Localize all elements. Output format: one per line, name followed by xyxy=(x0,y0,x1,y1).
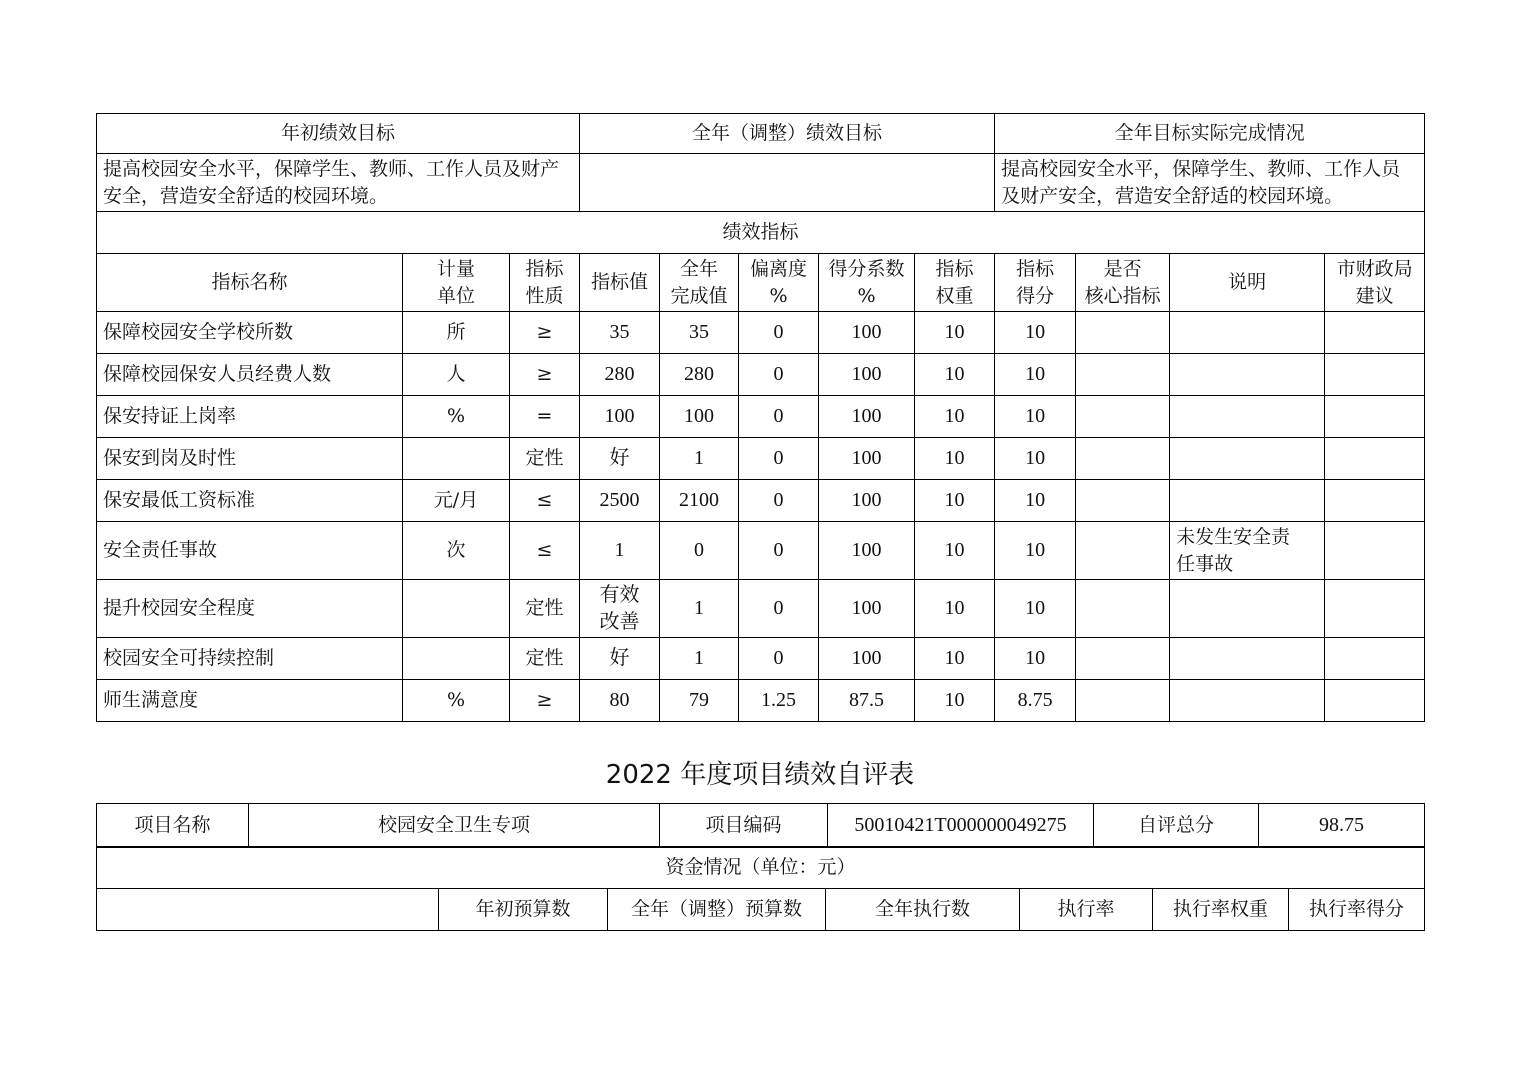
indicator-cell: 1.25 xyxy=(739,680,819,722)
indicator-cell: 0 xyxy=(739,312,819,354)
col-header: 说明 xyxy=(1170,254,1325,312)
indicator-row xyxy=(97,396,1425,438)
indicator-cell: 10 xyxy=(995,638,1076,680)
indicator-cell xyxy=(1325,438,1425,480)
indicator-row xyxy=(97,522,1425,580)
goal-header-adjusted: 全年（调整）绩效目标 xyxy=(580,114,995,154)
indicator-cell: 100 xyxy=(819,522,915,580)
indicator-cell: 好 xyxy=(580,638,660,680)
indicator-cell xyxy=(403,438,510,480)
indicator-row xyxy=(97,680,1425,722)
self-score-value: 98.75 xyxy=(1259,804,1425,848)
indicator-name: 保安最低工资标准 xyxy=(97,480,403,522)
performance-indicator-table xyxy=(96,113,1425,722)
indicator-cell: 定性 xyxy=(510,580,580,638)
col-header: 指标名称 xyxy=(97,254,403,312)
indicator-cell: 10 xyxy=(915,680,995,722)
indicator-name: 保安到岗及时性 xyxy=(97,438,403,480)
indicator-cell xyxy=(1170,680,1325,722)
col-header: 全年 完成值 xyxy=(660,254,739,312)
indicator-cell xyxy=(403,638,510,680)
project-name-value: 校园安全卫生专项 xyxy=(249,804,660,848)
indicator-section-row xyxy=(97,212,1425,254)
indicator-cell xyxy=(1170,580,1325,638)
col-header: 指标 性质 xyxy=(510,254,580,312)
indicator-cell xyxy=(1076,312,1170,354)
indicator-cell: 0 xyxy=(739,522,819,580)
indicator-cell: 好 xyxy=(580,438,660,480)
indicator-cell: 79 xyxy=(660,680,739,722)
indicator-cell: 10 xyxy=(995,580,1076,638)
indicator-cell: 8.75 xyxy=(995,680,1076,722)
goals-header-row xyxy=(97,114,1425,154)
indicator-row xyxy=(97,638,1425,680)
indicator-cell: 0 xyxy=(739,638,819,680)
indicator-cell: 10 xyxy=(915,312,995,354)
indicator-name: 安全责任事故 xyxy=(97,522,403,580)
self-score-label: 自评总分 xyxy=(1094,804,1259,848)
indicator-cell: 1 xyxy=(660,580,739,638)
indicator-cell: 10 xyxy=(995,522,1076,580)
indicator-row xyxy=(97,480,1425,522)
indicator-cell: 定性 xyxy=(510,438,580,480)
indicator-cell: 次 xyxy=(403,522,510,580)
indicator-cell: 10 xyxy=(995,312,1076,354)
indicator-cell: 未发生安全责 任事故 xyxy=(1170,522,1325,580)
indicator-cell: 有效 改善 xyxy=(580,580,660,638)
indicator-cell xyxy=(1076,680,1170,722)
indicator-cell: 元/月 xyxy=(403,480,510,522)
goal-adjusted-text xyxy=(580,154,995,212)
indicator-section-title: 绩效指标 xyxy=(97,212,1425,254)
indicator-cell: 10 xyxy=(915,396,995,438)
indicator-cell: 100 xyxy=(819,312,915,354)
col-header: 偏离度 % xyxy=(739,254,819,312)
funds-header-row xyxy=(97,889,1425,931)
indicator-cell: 100 xyxy=(819,438,915,480)
indicator-cell: ≤ xyxy=(510,522,580,580)
indicator-cell: 10 xyxy=(915,438,995,480)
indicator-row xyxy=(97,438,1425,480)
indicator-cell xyxy=(1170,396,1325,438)
indicator-cell: 100 xyxy=(819,480,915,522)
indicator-cell: 定性 xyxy=(510,638,580,680)
indicator-cell: 35 xyxy=(660,312,739,354)
funds-title: 资金情况（单位：元） xyxy=(97,847,1425,889)
col-header: 是否 核心指标 xyxy=(1076,254,1170,312)
indicator-cell: 0 xyxy=(739,580,819,638)
indicator-cell: 1 xyxy=(660,438,739,480)
indicator-row xyxy=(97,312,1425,354)
indicator-cell: 2100 xyxy=(660,480,739,522)
indicator-cell xyxy=(1325,396,1425,438)
indicator-cell: 35 xyxy=(580,312,660,354)
indicator-name: 保障校园保安人员经费人数 xyxy=(97,354,403,396)
indicator-cell: 100 xyxy=(819,580,915,638)
indicator-cell: 2500 xyxy=(580,480,660,522)
project-name-label: 项目名称 xyxy=(97,804,249,848)
funds-title-row xyxy=(97,847,1425,889)
col-header: 指标 得分 xyxy=(995,254,1076,312)
indicator-cell: ≥ xyxy=(510,312,580,354)
indicator-row xyxy=(97,580,1425,638)
indicator-cell xyxy=(1325,580,1425,638)
indicator-name: 师生满意度 xyxy=(97,680,403,722)
funds-header: 执行率 xyxy=(1020,889,1153,931)
indicator-cell xyxy=(1325,680,1425,722)
indicator-cell: 10 xyxy=(915,580,995,638)
indicator-cell: 10 xyxy=(915,638,995,680)
indicator-cell xyxy=(1170,312,1325,354)
indicator-cell xyxy=(1076,480,1170,522)
col-header: 市财政局 建议 xyxy=(1325,254,1425,312)
indicator-cell: 10 xyxy=(915,522,995,580)
indicator-cell: 0 xyxy=(739,480,819,522)
indicator-cell xyxy=(1325,480,1425,522)
indicator-cell xyxy=(1076,438,1170,480)
indicator-cell: 10 xyxy=(915,480,995,522)
indicator-cell xyxy=(1076,396,1170,438)
goal-header-initial: 年初绩效目标 xyxy=(97,114,580,154)
indicator-cell: 80 xyxy=(580,680,660,722)
indicator-cell: 10 xyxy=(915,354,995,396)
indicator-cell: 1 xyxy=(580,522,660,580)
indicator-cell: 87.5 xyxy=(819,680,915,722)
funds-header: 全年执行数 xyxy=(826,889,1020,931)
indicator-cell: 10 xyxy=(995,354,1076,396)
col-header: 指标值 xyxy=(580,254,660,312)
indicator-cell xyxy=(1170,638,1325,680)
indicator-cell: ≥ xyxy=(510,680,580,722)
indicator-cell xyxy=(1325,522,1425,580)
col-header: 指标 权重 xyxy=(915,254,995,312)
indicator-cell: 0 xyxy=(739,438,819,480)
indicator-cell xyxy=(1325,638,1425,680)
project-info-row xyxy=(97,804,1425,848)
indicator-cell: 10 xyxy=(995,480,1076,522)
indicator-header-row xyxy=(97,254,1425,312)
indicator-cell: 280 xyxy=(580,354,660,396)
indicator-cell xyxy=(403,580,510,638)
funds-header: 全年（调整）预算数 xyxy=(608,889,826,931)
indicator-cell: 0 xyxy=(739,396,819,438)
indicator-cell: ≤ xyxy=(510,480,580,522)
funds-header: 执行率权重 xyxy=(1153,889,1289,931)
funds-header: 执行率得分 xyxy=(1289,889,1425,931)
indicator-cell xyxy=(1076,522,1170,580)
goals-content-row xyxy=(97,154,1425,212)
project-code-value: 50010421T000000049275 xyxy=(828,804,1094,848)
indicator-cell xyxy=(1170,438,1325,480)
indicator-cell xyxy=(1076,354,1170,396)
indicator-name: 校园安全可持续控制 xyxy=(97,638,403,680)
indicator-cell xyxy=(1170,354,1325,396)
indicator-cell: 所 xyxy=(403,312,510,354)
goal-initial-text: 提高校园安全水平，保障学生、教师、工作人员及财产安全，营造安全舒适的校园环境。 xyxy=(97,154,580,212)
indicator-cell xyxy=(1170,480,1325,522)
indicator-row xyxy=(97,354,1425,396)
indicator-cell: 人 xyxy=(403,354,510,396)
indicator-cell: 10 xyxy=(995,396,1076,438)
funds-header xyxy=(97,889,439,931)
goal-header-actual: 全年目标实际完成情况 xyxy=(995,114,1425,154)
col-header: 计量 单位 xyxy=(403,254,510,312)
indicator-cell: = xyxy=(510,396,580,438)
indicator-cell: 1 xyxy=(660,638,739,680)
indicator-name: 保障校园安全学校所数 xyxy=(97,312,403,354)
indicator-cell: 10 xyxy=(995,438,1076,480)
project-code-label: 项目编码 xyxy=(660,804,828,848)
indicator-cell: 100 xyxy=(819,396,915,438)
goal-actual-text: 提高校园安全水平，保障学生、教师、工作人员及财产安全，营造安全舒适的校园环境。 xyxy=(995,154,1425,212)
indicator-cell: 100 xyxy=(819,638,915,680)
indicator-cell xyxy=(1076,580,1170,638)
indicator-cell xyxy=(1325,312,1425,354)
indicator-cell: ≥ xyxy=(510,354,580,396)
indicator-cell: 0 xyxy=(660,522,739,580)
indicator-cell xyxy=(1325,354,1425,396)
project-info-table xyxy=(96,803,1425,848)
form-title: 2022 年度项目绩效自评表 xyxy=(605,760,915,790)
indicator-cell: 0 xyxy=(739,354,819,396)
indicator-cell: % xyxy=(403,396,510,438)
indicator-cell: 100 xyxy=(819,354,915,396)
indicator-name: 保安持证上岗率 xyxy=(97,396,403,438)
indicator-cell: 100 xyxy=(660,396,739,438)
indicator-cell: 100 xyxy=(580,396,660,438)
funds-table xyxy=(96,846,1425,931)
indicator-cell xyxy=(1076,638,1170,680)
indicator-name: 提升校园安全程度 xyxy=(97,580,403,638)
funds-header: 年初预算数 xyxy=(439,889,608,931)
indicator-cell: 280 xyxy=(660,354,739,396)
indicator-cell: % xyxy=(403,680,510,722)
col-header: 得分系数 % xyxy=(819,254,915,312)
